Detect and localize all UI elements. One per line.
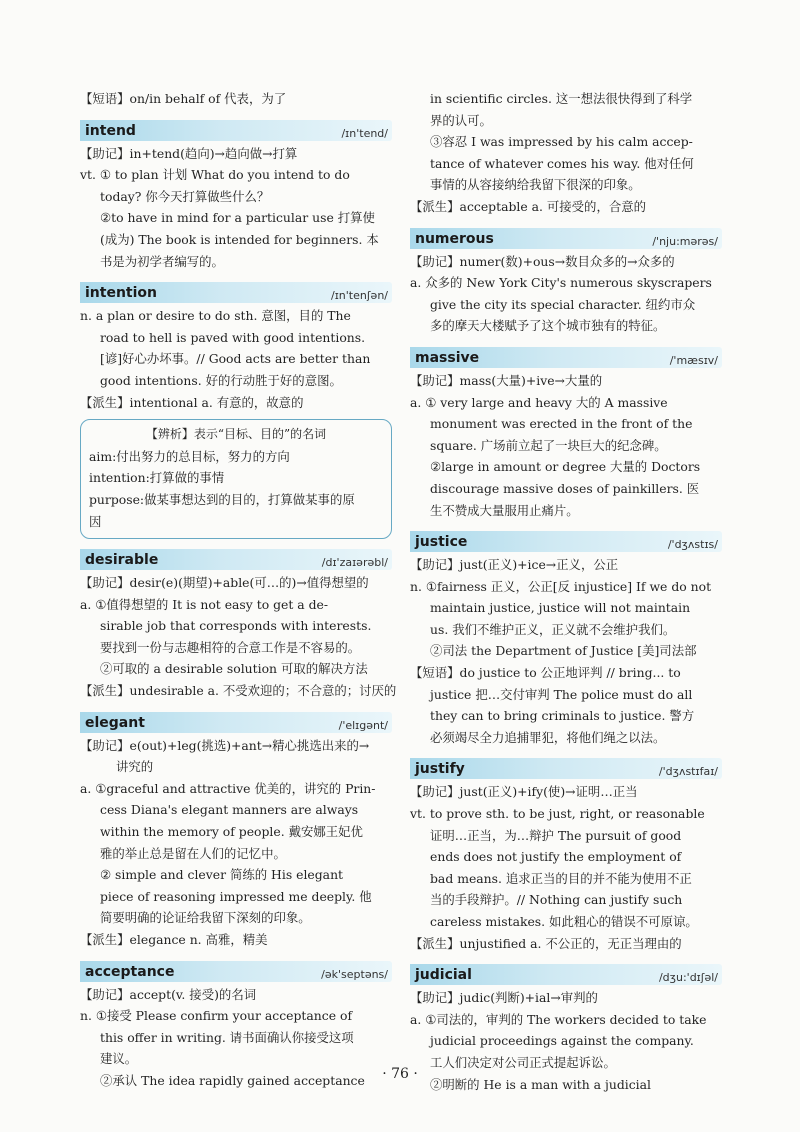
entry-line: 【助记】e(out)+leg(挑选)+ant→精心挑选出来的→ [80, 737, 370, 753]
entry-line: piece of reasoning impressed me deeply. 他 [100, 888, 372, 904]
phonetic: /'elɪgənt/ [338, 718, 388, 732]
phonetic: /ək'septəns/ [321, 967, 388, 981]
entry-line: ends does not justify the employment of [430, 849, 682, 865]
headword: intention [85, 285, 157, 302]
entry-line: they can to bring criminals to justice. 警方 [430, 708, 695, 724]
headword: justify [415, 761, 465, 778]
entry-line: this offer in writing. 请书面确认你接受这项 [100, 1029, 354, 1045]
phonetic: /dʒu:'dɪʃəl/ [658, 971, 718, 985]
entry-line: tance of whatever comes his way. 他对任何 [430, 155, 694, 171]
entry-header [80, 961, 392, 982]
entry-line: square. 广场前立起了一块巨大的纪念碑。 [430, 437, 667, 453]
entry-line: 【派生】undesirable a. 不受欢迎的；不合意的；讨厌的 [80, 683, 397, 699]
entry-line: ②to have in mind for a particular use 打算使 [100, 210, 375, 226]
entry-line: a. ①graceful and attractive 优美的，讲究的 Prin- [80, 780, 376, 796]
entry-header [410, 228, 722, 249]
entry-line: 【派生】acceptable a. 可接受的，合意的 [410, 198, 647, 214]
phonetic: /dɪ'zaɪərəbl/ [321, 556, 388, 570]
analysis-line: purpose:做某事想达到的目的，打算做某事的原 [89, 491, 355, 507]
headword: numerous [415, 230, 494, 247]
entry-header [410, 531, 722, 552]
entry-line: 书是为初学者编写的。 [100, 253, 224, 269]
entry-line: 【助记】desir(e)(期望)+able(可…的)→值得想望的 [80, 575, 369, 591]
phonetic: /ɪn'tend/ [341, 126, 388, 140]
entry-line: maintain justice, justice will not maintain [430, 600, 691, 616]
headword: judicial [415, 967, 472, 984]
entry-line: ②承认 The idea rapidly gained acceptance [100, 1072, 365, 1088]
entry-line: ②司法 the Department of Justice [美]司法部 [430, 643, 697, 659]
entry-line: 事情的从容接纳给我留下很深的印象。 [430, 177, 641, 193]
entry-line: discourage massive doses of painkillers. 医 [430, 480, 700, 496]
entry-line: ② simple and clever 简练的 His elegant [100, 867, 344, 883]
entry-line: 【助记】in+tend(趋向)→趋向做→打算 [80, 145, 298, 161]
entry-line: ②明断的 He is a man with a judicial [430, 1076, 651, 1092]
entry-line: in scientific circles. 这一想法很快得到了科学 [430, 91, 693, 106]
entry-line: us. 我们不维护正义，正义就不会维护我们。 [430, 621, 676, 637]
entry-line: (成为) The book is intended for beginners. 本 [100, 231, 379, 247]
entry-line: sirable job that corresponds with interests. [100, 618, 372, 634]
entry-line: n. a plan or desire to do sth. 意图，目的 The [80, 308, 351, 324]
entry-header [80, 712, 392, 733]
headword: massive [415, 349, 480, 366]
left-column [80, 88, 397, 1092]
headword: intend [85, 122, 136, 139]
entry-line: 证明…正当，为…辩护 The pursuit of good [430, 827, 682, 843]
entry-line: 多的摩天大楼赋予了这个城市独有的特征。 [430, 318, 666, 334]
headword: acceptance [85, 963, 175, 980]
entry-line: 【派生】elegance n. 高雅，精美 [80, 932, 268, 947]
headword: justice [415, 534, 468, 551]
entry-line: a. ① very large and heavy 大的 A massive [410, 394, 668, 410]
entry-line: 要找到一份与志趣相符的合意工作是不容易的。 [100, 639, 361, 655]
entry-line: today? 你今天打算做些什么？ [100, 188, 270, 204]
entry-line: ②可取的 a desirable solution 可取的解决方法 [100, 661, 368, 677]
headword: elegant [85, 714, 145, 731]
entry-header [410, 347, 722, 368]
entry-line: 【助记】just(正义)+ify(使)→证明…正当 [410, 784, 638, 800]
entry-line: 【短语】on/in behalf of 代表，为了 [80, 91, 287, 106]
entry-line: vt. to prove sth. to be just, right, or reasonable [410, 806, 705, 822]
entry-line: n. ①fairness 正义，公正[反 injustice] If we do not [410, 578, 712, 594]
entry-line: vt. ① to plan 计划 What do you intend to do [80, 167, 350, 183]
phonetic: /'mæsɪv/ [669, 353, 718, 367]
headword: desirable [85, 552, 159, 569]
entry-header [80, 282, 392, 303]
entry-line: ②large in amount or degree 大量的 Doctors [430, 459, 701, 475]
entry-line: a. ①司法的，审判的 The workers decided to take [410, 1011, 707, 1027]
entry-line: 【短语】do justice to 公正地评判 // bring... to [410, 665, 681, 681]
entry-line: bad means. 追求正当的目的并不能为使用不正 [430, 870, 692, 886]
analysis-line: 因 [89, 513, 102, 529]
entry-line: road to hell is paved with good intentions. [100, 329, 366, 345]
entry-line: 【助记】numer(数)+ous→数目众多的→众多的 [410, 253, 675, 269]
entry-line: 【派生】unjustified a. 不公正的，无正当理由的 [410, 935, 682, 951]
entry-line: 【助记】judic(判断)+ial→审判的 [410, 990, 598, 1006]
analysis-line: aim:付出努力的总目标，努力的方向 [89, 448, 290, 464]
entry-line: judicial proceedings against the company. [430, 1033, 694, 1049]
entry-line: within the memory of people. 戴安娜王妃优 [100, 824, 363, 840]
phonetic: /'dʒʌstɪs/ [667, 538, 718, 552]
analysis-box [80, 419, 392, 539]
entry-line: 生不赞成大量服用止痛片。 [430, 502, 579, 518]
entry-line: ③容忍 I was impressed by his calm accep- [430, 134, 693, 150]
entry-line: monument was erected in the front of the [430, 416, 693, 432]
entry-line: 讲究的 [116, 759, 154, 775]
entry-line: 简要明确的论证给我留下深刻的印象。 [100, 910, 311, 926]
page-number: · 76 · [382, 1066, 418, 1082]
entry-line: 当的手段辩护。// Nothing can justify such [430, 892, 683, 908]
entry-line: 【助记】just(正义)+ice→正义，公正 [410, 557, 619, 573]
right-column [410, 88, 722, 1095]
entry-line: good intentions. 好的行动胜于好的意图。 [100, 372, 342, 388]
phonetic: /ɪn'tenʃən/ [331, 289, 388, 303]
entry-header [410, 964, 722, 985]
analysis-title: 【辨析】表示“目标、目的”的名词 [145, 427, 327, 442]
entry-line: cess Diana's elegant manners are always [100, 802, 359, 818]
entry-line: 工人们决定对公司正式提起诉讼。 [430, 1054, 616, 1070]
entry-line: 雅的举止总是留在人们的记忆中。 [100, 845, 286, 861]
entry-line: 【派生】intentional a. 有意的，故意的 [80, 394, 304, 410]
entry-line: n. ①接受 Please confirm your acceptance of [80, 1008, 353, 1024]
entry-header [80, 120, 392, 141]
entry-line: 【助记】mass(大量)+ive→大量的 [410, 372, 603, 388]
entry-line: a. 众多的 New York City's numerous skyscrapers [410, 275, 712, 291]
phonetic: /'dʒʌstɪfaɪ/ [658, 765, 718, 779]
entry-line: justice 把…交付审判 The police must do all [430, 686, 693, 702]
entry-line: 建议。 [100, 1051, 138, 1067]
entry-line: [谚]好心办坏事。// Good acts are better than [100, 351, 371, 367]
entry-line: 必须竭尽全力追捕罪犯，将他们绳之以法。 [430, 729, 666, 745]
entry-line: 【助记】accept(v. 接受)的名词 [80, 986, 257, 1002]
entry-line: 界的认可。 [430, 112, 492, 128]
phonetic: /'nju:mərəs/ [652, 234, 718, 248]
entry-header [80, 549, 392, 570]
entry-header [410, 758, 722, 779]
entry-line: careless mistakes. 如此粗心的错误不可原谅。 [430, 914, 698, 929]
entry-line: give the city its special character. 纽约市众 [430, 296, 696, 312]
analysis-line: intention:打算做的事情 [89, 470, 225, 486]
entry-line: a. ①值得想望的 It is not easy to get a de- [80, 596, 329, 612]
